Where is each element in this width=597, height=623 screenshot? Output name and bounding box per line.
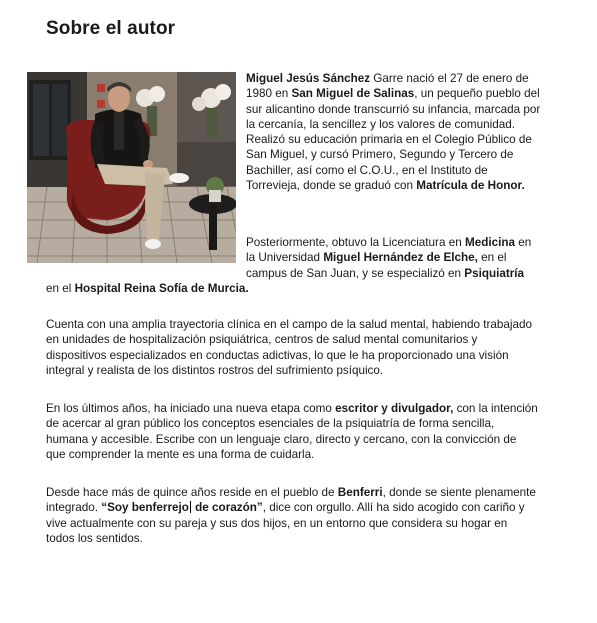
author-photo [27, 72, 236, 263]
university: Miguel Hernández de Elche, [323, 251, 478, 265]
biography-paragraph-education-tail: en el Hospital Reina Sofía de Murcia. [46, 282, 249, 295]
residence-village: Benferri [337, 486, 383, 499]
biography-paragraph-writing: En los últimos años, ha iniciado una nueva etapa como escritor y divulgador, con la intención de acercar al gran público los conceptos esenciales de la psiquiatría de forma sencilla, humana y accesible. Escribe con un lenguaje claro, directo y cercano, con la convicción de que comprender la mente es una forma de cuidarla. [46, 402, 538, 461]
text-cursor [190, 501, 191, 513]
specialty: Psiquiatría [464, 266, 525, 280]
biography-paragraph-residence: Desde hace más de quince años reside en el pueblo de Benferri, donde se siente plenamente integrado. “Soy benferrejo de corazón”, dice con orgullo. Allí ha sido acogido con cariño y vive actualmente con su pareja y sus dos hijos, en un entorno que considera su hogar en todos los sentidos. [46, 486, 536, 545]
biography-paragraph-education: Posteriormente, obtuvo la Licenciatura en Medicina en la Universidad Miguel Hernández de Elche, en el campus de San Juan, y se especializó en Psiquiatría [246, 236, 532, 280]
hospital: Hospital Reina Sofía de Murcia. [74, 282, 249, 295]
quote-part-1: “Soy benferrejo [101, 501, 189, 515]
biography-paragraph-birth: Miguel Jesús Sánchez Garre nació el 27 de enero de 1980 en San Miguel de Salinas, un pequeño pueblo del sur alicantino donde transcurrió su infancia, marcada por la cercanía, la sencillez y los valores de comunidad. Realizó su educación primaria en el Colegio Público de San Miguel, y cursó Primero, Segundo y Tercero de Bachiller, así como el C.O.U., en el Instituto de Torrevieja, donde se graduó con Matrícula de Honor. [246, 72, 541, 193]
quote-part-2: de corazón” [191, 501, 263, 515]
writer-roles: escritor y divulgador, [335, 402, 454, 415]
degree: Medicina [464, 236, 515, 249]
page-title: Sobre el autor [46, 18, 176, 39]
birthplace: San Miguel de Salinas [291, 87, 415, 101]
honor-distinction: Matrícula de Honor. [416, 179, 525, 193]
biography-paragraph-career: Cuenta con una amplia trayectoria clínica en el campo de la salud mental, habiendo trabajado en unidades de hospitalización psiquiátrica, centros de salud mental comunitarios y dispositivos especializados en conductas adictivas, lo que le ha proporcionado una visión integral y realista de los distintos rostros del sufrimiento psíquico. [46, 318, 532, 377]
author-name: Miguel Jesús Sánchez [246, 72, 371, 85]
